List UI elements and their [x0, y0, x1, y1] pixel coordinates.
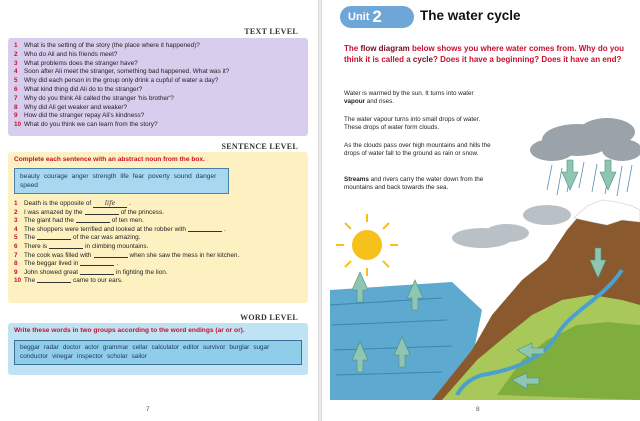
paragraph-collection: Streams and rivers carry the water down from the mountains and back towards the sea. — [344, 176, 484, 192]
paragraph-condensation: The water vapour turns into small drops of water. These drops of water form clouds. — [344, 116, 481, 132]
sentence-item — [14, 226, 302, 235]
term-streams: Streams — [344, 176, 369, 183]
sentence-text-before: Death is the opposite of — [24, 200, 92, 207]
question-text: What do you think we can learn from the story? — [24, 121, 158, 129]
sentence-number: 10 — [14, 277, 22, 285]
question-number: 6 — [14, 85, 18, 93]
ending-word: scholar — [106, 352, 128, 360]
page-number-left: 7 — [146, 406, 150, 413]
paragraph-evaporation: Water is warmed by the sun. It turns into water vapour and rises. — [344, 90, 474, 106]
question-text: Why did each person in the group only drink a cupful of water a day? — [24, 77, 219, 85]
question-item — [14, 60, 302, 69]
answer-blank[interactable] — [80, 269, 114, 275]
sentence-number: 9 — [14, 268, 18, 276]
sentence-text-after: . — [224, 225, 226, 233]
ending-word: survivor — [203, 344, 226, 351]
question-number: 7 — [14, 94, 18, 102]
sentence-text-after: in climbing mountains. — [85, 242, 149, 250]
word-level-tag: WORD LEVEL — [240, 313, 298, 322]
noun-word: fear — [132, 173, 145, 180]
sentence-text-before: The — [24, 234, 36, 242]
answer-blank[interactable] — [76, 217, 110, 223]
question-text: Why do you think Ali called the stranger 'his brother'? — [24, 94, 174, 102]
sentence-number: 5 — [14, 234, 18, 242]
intro-question: The flow diagram below shows you where water comes from. Why do you think it is called a cycle? Does it have a beginning? Does it have an end? — [344, 44, 625, 64]
noun-word: strength — [92, 173, 117, 180]
answer-blank[interactable] — [49, 243, 83, 249]
ending-word: editor — [183, 344, 200, 351]
sentence-text-after: came to our ears. — [73, 277, 123, 285]
sentence-text-after: of the car was amazing. — [73, 234, 141, 242]
question-text: Soon after Ali meet the stranger, something bad happened. What was it? — [24, 68, 230, 76]
sentence-number: 3 — [14, 217, 18, 225]
sentence-item — [14, 260, 302, 269]
question-text: How did the stranger repay Ali's kindness? — [24, 112, 145, 120]
sentence-list — [14, 200, 302, 286]
term-cycle: cycle — [412, 54, 433, 64]
sentence-level-box — [8, 152, 308, 303]
word-level-box — [8, 323, 308, 375]
sentence-text-after: of the princess. — [120, 208, 164, 216]
sentence-number: 2 — [14, 208, 18, 216]
word-instruction: Write these words in two groups according to the word endings (ar or or). — [14, 327, 245, 334]
answer-blank[interactable] — [85, 209, 119, 215]
sentence-text-before: There is — [24, 242, 48, 250]
question-number: 1 — [14, 42, 18, 49]
question-item — [14, 104, 302, 113]
question-item — [14, 112, 302, 121]
question-text: Why did Ali get weaker and weaker? — [24, 103, 128, 111]
paragraph-precipitation: As the clouds pass over high mountains and hills the drops of water fall to the ground as rain or snow. — [344, 142, 491, 158]
question-item — [14, 51, 302, 60]
answer-blank[interactable] — [37, 277, 71, 283]
ending-word: beggar — [20, 344, 40, 351]
ending-word: burglar — [229, 344, 250, 351]
question-number: 3 — [14, 59, 18, 67]
sun-icon — [352, 230, 382, 260]
answer-blank[interactable] — [37, 234, 71, 240]
page-number-right: 8 — [476, 406, 480, 413]
question-text: What problems does the stranger have? — [24, 59, 138, 67]
ending-word: sugar — [253, 344, 270, 351]
unit-badge — [340, 6, 414, 28]
question-item — [14, 68, 302, 77]
noun-word: beauty — [20, 173, 40, 180]
question-number: 2 — [14, 50, 18, 58]
question-text: Who do Ali and his friends meet? — [24, 50, 118, 58]
question-number: 9 — [14, 112, 18, 120]
answer-blank[interactable]: life — [93, 200, 127, 208]
sentence-text-after: of ten men. — [111, 217, 144, 225]
sentence-item — [14, 277, 302, 286]
noun-word: courage — [43, 173, 68, 180]
ending-word: actor — [84, 344, 99, 351]
question-item — [14, 42, 302, 51]
question-number: 4 — [14, 68, 18, 76]
ending-word: radar — [43, 344, 59, 351]
noun-word: anger — [71, 173, 89, 180]
noun-word: speed — [20, 182, 38, 189]
sentence-text-before: I was amazed by the — [24, 208, 83, 216]
sentence-text-before: John showed great — [24, 268, 79, 276]
sentence-item — [14, 252, 302, 261]
ending-word: doctor — [62, 344, 81, 351]
sentence-instruction: Complete each sentence with an abstract noun from the box. — [14, 156, 205, 163]
left-page — [0, 0, 318, 421]
sentence-text-before: The — [24, 277, 36, 285]
noun-word: sound — [173, 173, 192, 180]
noun-word: danger — [195, 173, 217, 180]
sentence-text-after: . — [129, 200, 131, 207]
sentence-text-after: in fighting the lion. — [116, 268, 168, 276]
ending-word: calculator — [151, 344, 180, 351]
sentence-text-before: The shoppers were terrified and looked at the robber with — [24, 225, 186, 233]
question-number: 8 — [14, 103, 18, 111]
answer-blank[interactable] — [80, 260, 114, 266]
question-text: What is the setting of the story (the place where it happened)? — [24, 42, 200, 49]
sentence-number: 8 — [14, 260, 18, 268]
sentence-number: 1 — [14, 200, 18, 207]
sentence-text-before: The beggar lived in — [24, 260, 79, 268]
sentence-item — [14, 217, 302, 226]
question-item — [14, 95, 302, 104]
sentence-level-tag: SENTENCE LEVEL — [221, 142, 298, 151]
sentence-text-after: . — [116, 260, 119, 268]
sentence-item — [14, 243, 302, 252]
question-item — [14, 77, 302, 86]
noun-word: life — [120, 173, 129, 180]
sentence-item — [14, 200, 302, 209]
text-level-tag: TEXT LEVEL — [244, 27, 298, 36]
ending-word-box — [14, 340, 302, 365]
sentence-number: 6 — [14, 242, 18, 250]
text-level-box — [8, 38, 308, 136]
question-list — [14, 42, 302, 130]
ending-word: cellar — [132, 344, 148, 351]
page-title: The water cycle — [420, 8, 521, 23]
sentence-item — [14, 269, 302, 278]
unit-number: 2 — [372, 7, 382, 26]
unit-label: Unit — [348, 11, 370, 23]
term-flow-diagram: flow diagram — [360, 44, 410, 53]
noun-word-box — [14, 168, 229, 194]
question-number: 5 — [14, 77, 18, 85]
ending-word: sailor — [131, 352, 147, 360]
question-number: 10 — [14, 121, 22, 129]
question-text: What kind thing did Ali do to the stranger? — [24, 85, 143, 93]
ending-word: conductor — [20, 352, 49, 360]
ending-word: grammar — [102, 344, 129, 351]
right-page — [322, 0, 640, 421]
term-vapour: vapour — [344, 98, 365, 106]
question-item — [14, 121, 302, 130]
sentence-text-after: when she saw the mess in her kitchen. — [129, 251, 240, 259]
question-item — [14, 86, 302, 95]
answer-blank[interactable] — [94, 252, 128, 258]
ending-word: inspector — [77, 352, 103, 360]
ending-word: vinegar — [52, 352, 74, 360]
sentence-text-before: The cook was filled with — [24, 251, 92, 259]
sentence-item — [14, 234, 302, 243]
answer-blank[interactable] — [188, 226, 222, 232]
sentence-number: 7 — [14, 251, 18, 259]
noun-word: poverty — [148, 173, 170, 180]
sentence-text-before: The giant had the — [24, 217, 74, 225]
sentence-item — [14, 209, 302, 218]
sentence-number: 4 — [14, 225, 18, 233]
